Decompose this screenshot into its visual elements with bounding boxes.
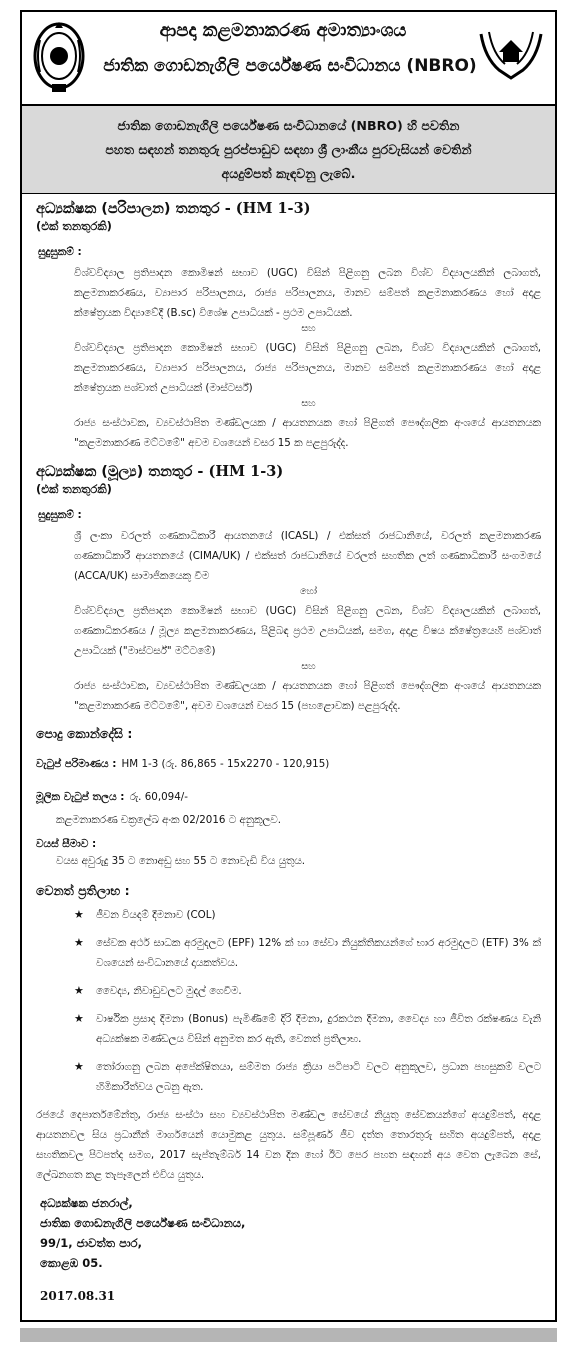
other-benefits-heading: වෙනත් ප්‍රතිලාභ : bbox=[36, 883, 130, 898]
post2-qualification-1: ශ්‍රී ලංකා වරලත් ගණකාධිකාරී ආයතනයේ (ICASL) / එක්සත් රාජධානියේ, වරලත් කළමනාකරණ ගණකාධිකාරී ආයතනයේ (CIMA/UK) / එක්සත් රාජධානියේ වරලත් සහතික ලත් ගණකාධිකාරී සංගමයේ (ACCA/UK) සාමාජිකයෙකු වීම bbox=[74, 530, 541, 582]
bottom-bar bbox=[20, 1328, 557, 1342]
address-line-3: 99/1, ජාවත්ත පාර, bbox=[40, 1236, 142, 1250]
announcement-banner bbox=[22, 106, 555, 194]
star-icon: ★ bbox=[74, 1012, 84, 1025]
advertisement-frame bbox=[20, 10, 557, 1322]
benefit-item: ★ වෛද්‍ය, නිවාඩුවලට මුදල් ගෙවීම. bbox=[74, 981, 541, 1001]
benefit-item: ★ තෝරාගනු ලබන අපේක්ෂිතයා, සම්මත රාජ්‍ය ක්‍රියා පටිපාටි වලට අනුකූලව, ප්‍රධාන පහසුකම් වලට හිමිකාරීත්වය ලබනු ඇත. bbox=[74, 1057, 541, 1097]
basic-salary-row bbox=[36, 785, 541, 804]
sri-lanka-emblem-icon bbox=[32, 18, 86, 96]
star-icon: ★ bbox=[74, 984, 84, 997]
star-icon: ★ bbox=[74, 936, 84, 949]
post1-qualifications-label: සුදුසුකම් : bbox=[38, 246, 82, 258]
star-icon: ★ bbox=[74, 1060, 84, 1073]
banner-line-1: ජාතික ගොඩනැගිලි පර්යේෂණ සංවිධානයේ (NBRO) හි පවතින bbox=[117, 118, 460, 133]
age-limit-label: වයස් සීමාව : bbox=[36, 838, 97, 850]
content bbox=[22, 200, 555, 1303]
salary-scale-value: HM 1-3 (රු. 86,865 - 15x2270 - 120,915) bbox=[121, 758, 330, 770]
banner-line-2: පහත සඳහන් තනතුරු පුරප්පාඩුව සඳහා ශ්‍රී ලාංකීය පුරවැසියන් වෙතින් bbox=[105, 142, 472, 157]
salary-scale-row bbox=[36, 752, 541, 771]
address-line-2: ජාතික ගොඩනැගිලි පර්යේෂණ සංවිධානය, bbox=[40, 1216, 246, 1230]
post2-qualifications-label: සුදුසුකම් : bbox=[38, 509, 82, 521]
publication-date: 2017.08.31 bbox=[40, 1289, 116, 1303]
post1-and-1: සහ bbox=[301, 323, 316, 334]
address-line-1: අධ්‍යක්ෂක ජනරාල්, bbox=[40, 1196, 133, 1210]
post2-count: (එක් තනතුරකි) bbox=[36, 482, 112, 496]
post1-grade: (HM 1-3) bbox=[235, 200, 311, 217]
address-block bbox=[40, 1193, 541, 1273]
ministry-name: ආපදා කළමනාකරණ අමාත්‍යාංශය bbox=[159, 20, 407, 41]
post2-and: සහ bbox=[301, 661, 316, 672]
header bbox=[22, 12, 555, 106]
post1-qualification-1: විශ්වවිද්‍යාල ප්‍රතිපාදන කොමිෂන් සභාව (UGC) විසින් පිළිගනු ලබන විශ්ව විද්‍යාලයකින් ලබාගත්, කළමනාකරණය, ව්‍යාපාර පරිපාලනය, රාජ්‍ය පරිපාලනය, මානව සම්පත් කළමනාකරණය හෝ අදාළ ක්ෂේත්‍රයක විද්‍යාවේදී (B.sc) විශේෂ උපාධියක් - ප්‍රථම උපාධියක්. bbox=[74, 267, 541, 319]
general-conditions-heading: පොදු කොන්දේසි : bbox=[36, 726, 133, 741]
banner-line-3: අයදුම්පත් කැඳවනු ලැබේ. bbox=[221, 166, 356, 181]
post2-title bbox=[36, 463, 541, 480]
star-icon: ★ bbox=[74, 908, 84, 921]
post1-qualification-2: විශ්වවිද්‍යාල ප්‍රතිපාදන කොමිෂන් සභාව (UGC) විසින් පිළිගනු ලබන, විශ්ව විද්‍යාලයකින් ලබාගත්, කළමනාකරණය, ව්‍යාපාර පරිපාලනය, රාජ්‍ය පරිපාලනය, මානව සම්පත් කළමනාකරණය හෝ අදාළ ක්ෂේත්‍රයක පශ්චාත් උපාධියක් (මාස්ටර්ස්) bbox=[74, 342, 541, 394]
post2-grade: (HM 1-3) bbox=[208, 463, 284, 480]
post1-and-2: සහ bbox=[301, 398, 316, 409]
benefit-item: ★ සේවක අර්ථ සාධක අරමුදලට (EPF) 12% ක් හා සේවා නියුක්තිකයන්ගේ භාර අරමුදලට (ETF) 3% ක් වශයෙන් සංවිධානයේ දායකත්වය. bbox=[74, 933, 541, 973]
post1-title-text: අධ්‍යක්ෂක (පරිපාලන) තනතුර - bbox=[36, 201, 236, 217]
post2-qualification-2: විශ්වවිද්‍යාල ප්‍රතිපාදන කොමිෂන් සභාව (UGC) විසින් පිළිගනු ලබන, විශ්ව විද්‍යාලයකින් ලබාගත්, ගණකාධිකරණය / මූල්‍ය කළමනාකරණය, පිළිබඳ ප්‍රථම උපාධියක්, සමග, අදාළ විෂය ක්ෂේත්‍රයෙහි පශ්චාත් උපාධියක් ("මාස්ටර්ස්" මට්ටමේ) bbox=[74, 605, 541, 657]
post2-qualification-3: රාජ්‍ය සංස්ථාවක, ව්‍යවස්ථාපිත මණ්ඩලයක / ආයතනයක හෝ පිළිගත් පෞද්ගලික අංශයේ ආයතනයක "කළමනාකරණ මට්ටමේ", අවම වශයෙන් වසර 15 (පහළොවක) පළපුරුද්ද. bbox=[74, 680, 541, 712]
circular-reference: කළමනාකරණ චක්‍රලේඛ අංක 02/2016 ට අනුකූලව. bbox=[56, 814, 281, 826]
post1-title bbox=[36, 200, 541, 217]
nbro-hands-house-icon bbox=[475, 24, 547, 84]
post1-count: (එක් තනතුරකි) bbox=[36, 219, 112, 233]
post1-qualification-3: රාජ්‍ය සංස්ථාවක, ව්‍යවස්ථාපිත මණ්ඩලයක / ආයතනයක හෝ පිළිගත් පෞද්ගලික අංශයේ ආයතනයක "කළමනාකරණ මට්ටමේ" අවම වශයෙන් වසර 15 ක පළපුරුද්ද. bbox=[74, 417, 541, 449]
age-limit-value: වයස අවුරුදු 35 ට නොඅඩු සහ 55 ට නොවැඩි විය යුතුය. bbox=[56, 855, 306, 867]
benefit-item: ★ ජීවන වියදම් දීමනාව (COL) bbox=[74, 905, 541, 925]
benefit-item: ★ වාර්ෂික ප්‍රසාද දීමනා (Bonus) පැමිණීමේ දිරි දීමනා, දුරකථන දීමනා, වෛද්‍ය හා ජීවිත රක්ෂණය වැනි අධ්‍යක්ෂක මණ්ඩලය විසින් අනුමත කර ඇති, වෙනත් ප්‍රතිලාභ. bbox=[74, 1009, 541, 1049]
post2-title-text: අධ්‍යක්ෂක (මූල්‍ය) තනතුර - bbox=[36, 464, 209, 480]
address-line-4: කොළඹ 05. bbox=[40, 1256, 103, 1270]
application-instructions: රජයේ දෙපාර්තමේන්තු, රාජ්‍ය සංස්ථා සහ ව්‍යවස්ථාපිත මණ්ඩල සේවයේ නියුතු සේවකයන්ගේ අයදුම්පත්, අදාළ ආයතනවල සිය ප්‍රධානීන් මාර්ගයෙන් යොමුකළ යුතුය. සම්පූර්ණ ජීව දත්ත තොරතුරු සහිත අයදුම්පත්, අදාළ සහතිකවල පිටපත්ද සමග, 2017 සැප්තැම්බර් 14 වන දින හෝ ඊට පෙර පහත සඳහන් අය වෙත ලැබෙන සේ, ලේඛනගත කළ තැපෑලෙන් එවිය යුතුය. bbox=[36, 1109, 541, 1181]
post2-or: හෝ bbox=[299, 586, 318, 597]
organization-name: ජාතික ගොඩනැගිලි පර්යේෂණ සංවිධානය (NBRO) bbox=[103, 56, 477, 76]
basic-salary-label: මූලික වැටුප් තලය : bbox=[36, 791, 125, 803]
benefits-list bbox=[74, 905, 541, 1097]
salary-scale-label: වැටුප් පරිමාණය : bbox=[36, 758, 117, 770]
basic-salary-value: රු. 60,094/- bbox=[129, 791, 188, 803]
